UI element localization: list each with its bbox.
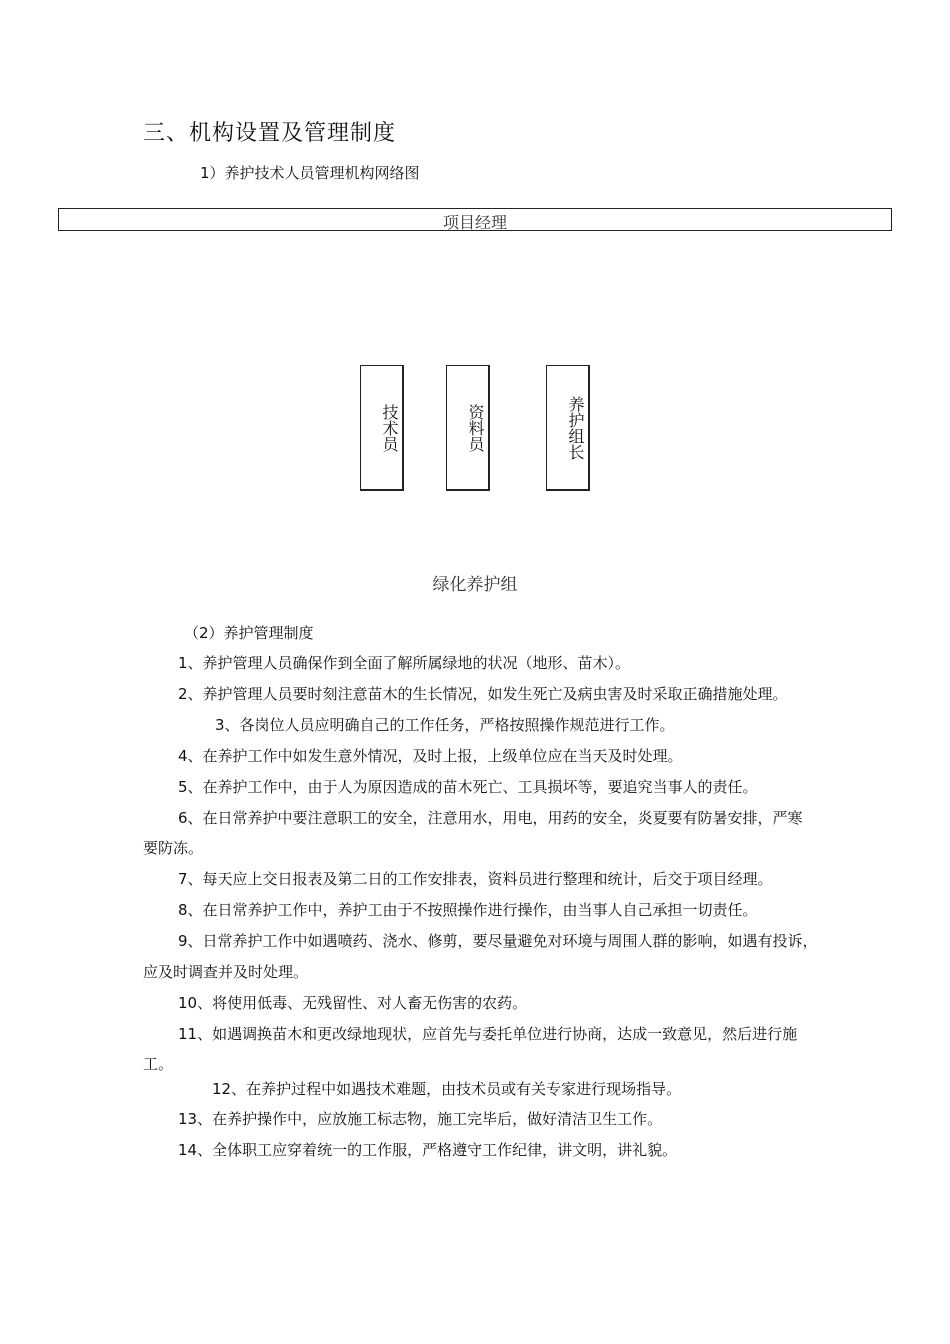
rule-item: 6、在日常养护中要注意职工的安全，注意用水，用电，用药的安全，炎夏要有防暑安排，严寒 <box>178 809 803 827</box>
rule-item: 5、在养护工作中，由于人为原因造成的苗木死亡、工具损坏等，要追究当事人的责任。 <box>178 778 758 796</box>
rule-item: 13、在养护操作中，应放施工标志物，施工完毕后，做好清洁卫生工作。 <box>178 1110 663 1128</box>
role-box-team-leader <box>546 365 590 491</box>
rule-item-continuation: 要防冻。 <box>143 839 204 857</box>
chart-subheading: 1）养护技术人员管理机构网络图 <box>200 164 420 182</box>
maintenance-group-label: 绿化养护组 <box>432 575 518 595</box>
rule-item: 1、养护管理人员确保作到全面了解所属绿地的状况（地形、苗木）。 <box>178 654 631 672</box>
rule-item-continuation: 应及时调查并及时处理。 <box>143 963 309 981</box>
role-box-technician <box>360 365 404 491</box>
rule-item: 8、在日常养护工作中，养护工由于不按照操作进行操作，由当事人自己承担一切责任。 <box>178 901 758 919</box>
role-box-archivist <box>446 365 490 491</box>
project-manager-label: 项目经理 <box>442 213 507 232</box>
rule-item: 7、每天应上交日报表及第二日的工作安排表，资料员进行整理和统计，后交于项目经理。 <box>178 870 773 888</box>
rule-item: 10、将使用低毒、无残留性、对人畜无伤害的农药。 <box>178 994 528 1012</box>
project-manager-box <box>58 208 892 231</box>
rule-item-continuation: 工。 <box>143 1055 174 1073</box>
rule-item: 14、全体职工应穿着统一的工作服，严格遵守工作纪律，讲文明，讲礼貌。 <box>178 1141 678 1159</box>
rule-item: 12、在养护过程中如遇技术难题，由技术员或有关专家进行现场指导。 <box>212 1080 682 1098</box>
rules-title: （2）养护管理制度 <box>184 624 314 642</box>
role-label-archivist: 资料员 <box>466 404 485 452</box>
rule-item: 2、养护管理人员要时刻注意苗木的生长情况，如发生死亡及病虫害及时采取正确措施处理。 <box>178 685 788 703</box>
role-label-team-leader: 养护组长 <box>566 396 585 460</box>
section-heading: 三、机构设置及管理制度 <box>143 121 397 146</box>
rule-item: 3、各岗位人员应明确自己的工作任务，严格按照操作规范进行工作。 <box>215 716 675 734</box>
role-label-technician: 技术员 <box>380 404 399 452</box>
rule-item: 9、日常养护工作中如遇喷药、浇水、修剪，要尽量避免对环境与周围人群的影响，如遇有投诉， <box>178 932 818 950</box>
rule-item: 4、在养护工作中如发生意外情况，及时上报，上级单位应在当天及时处理。 <box>178 747 683 765</box>
rule-item: 11、如遇调换苗木和更改绿地现状，应首先与委托单位进行协商，达成一致意见，然后进行施 <box>178 1025 798 1043</box>
